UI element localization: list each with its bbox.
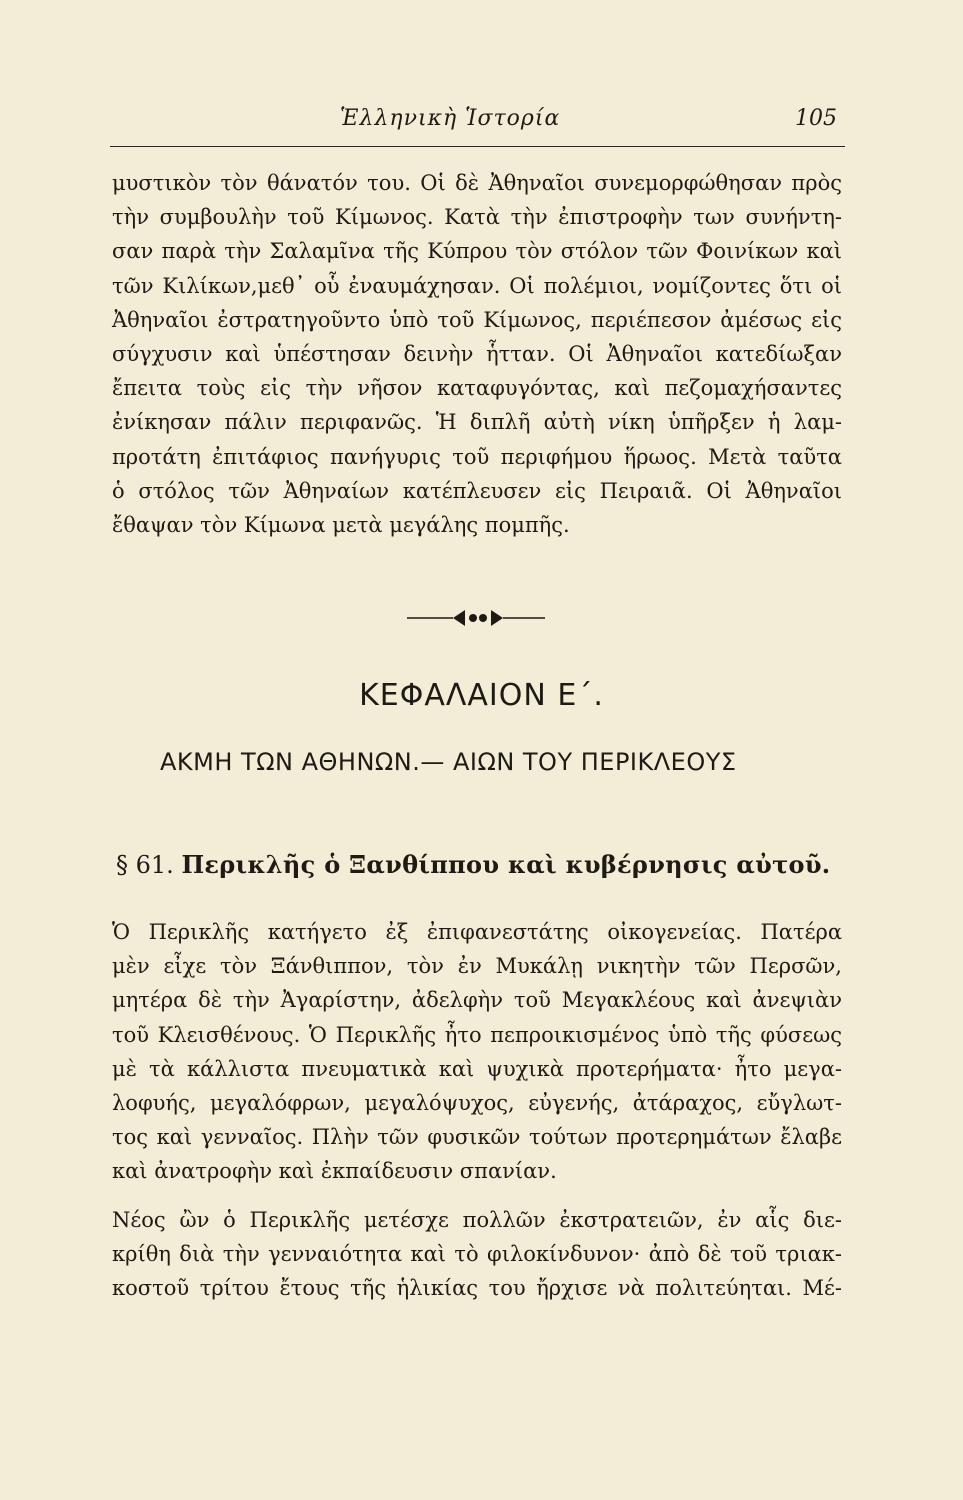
text-line: Νέος ὢν ὁ Περικλῆς μετέσχε πολλῶν ἐκστρατειῶν, ἐν αἷς διε-	[112, 1208, 842, 1232]
text-line: μητέρα δὲ τὴν Ἀγαρίστην, ἀδελφὴν τοῦ Μεγακλέους καὶ ἀνεψιὰν	[112, 988, 842, 1013]
text-line: Ἀθηναῖοι ἐστρατηγοῦντο ὑπὸ τοῦ Κίμωνος, περιέπεσον ἀμέσως εἰς	[112, 307, 842, 332]
section-heading	[116, 850, 846, 879]
text-line: ὁ στόλος τῶν Ἀθηναίων κατέπλευσεν εἰς Πειραιᾶ. Οἱ Ἀθηναῖοι	[112, 478, 842, 503]
header-rule	[110, 146, 845, 147]
text-line: τὴν συμβουλὴν τοῦ Κίμωνος. Κατὰ τὴν ἐπιστροφὴν των συνήντη-	[112, 205, 842, 230]
text-line: ἐνίκησαν πάλιν περιφανῶς. Ἡ διπλῆ αὐτὴ νίκη ὑπῆρξεν ἡ λαμ-	[112, 410, 842, 435]
paragraph	[112, 1203, 842, 1306]
text-line: τῶν Κιλίκων,μεθ᾽ οὗ ἐναυμάχησαν. Οἱ πολέμιοι, νομίζοντες ὅτι οἱ	[112, 273, 842, 298]
text-line: ἔθαψαν τὸν Κίμωνα μετὰ μεγάλης πομπῆς.	[112, 512, 570, 537]
text-line: καὶ ἀνατροφὴν καὶ ἐκπαίδευσιν σπανίαν.	[112, 1159, 557, 1184]
text-line: λοφυής, μεγαλόφρων, μεγαλόψυχος, εὐγενής, ἀτάραχος, εὔγλωτ-	[112, 1090, 842, 1115]
text-line: τοῦ Κλεισθένους. Ὁ Περικλῆς ἦτο πεπροικισμένος ὑπὸ τῆς φύσεως	[112, 1022, 842, 1047]
text-line: προτάτη ἐπιτάφιος πανήγυρις τοῦ περιφήμου ἥρωος. Μετὰ ταῦτα	[112, 444, 842, 469]
text-line: μυστικὸν τὸν θάνατόν του. Οἱ δὲ Ἀθηναῖοι συνεμορφώθησαν πρὸς	[112, 171, 842, 195]
page-header	[110, 102, 845, 142]
text-line: τος καὶ γενναῖος. Πλὴν τῶν φυσικῶν τούτων προτερημάτων ἔλαβε	[112, 1125, 842, 1150]
text-line: μὲν εἶχε τὸν Ξάνθιππον, τὸν ἐν Μυκάλῃ νικητὴν τῶν Περσῶν,	[112, 954, 842, 979]
running-title: Ἑλληνικὴ Ἱστορία	[340, 106, 561, 131]
text-line: κοστοῦ τρίτου ἔτους τῆς ἡλικίας του ἤρχισε νὰ πολιτεύηται. Μέ-	[112, 1276, 842, 1301]
continued-paragraph	[112, 166, 842, 542]
text-line: Ὁ Περικλῆς κατήγετο ἐξ ἐπιφανεστάτης οἰκογενείας. Πατέρα	[112, 920, 842, 944]
text-line: ἔπειτα τοὺς εἰς τὴν νῆσον καταφυγόντας, καὶ πεζομαχήσαντες	[112, 376, 842, 401]
chapter-subtitle: ΑΚΜΗ ΤΩΝ ΑΘΗΝΩΝ.— ΑΙΩΝ ΤΟΥ ΠΕΡΙΚΛΕΟΥΣ	[160, 748, 737, 776]
paragraph	[112, 915, 842, 1189]
section-title: Περικλῆς ὁ Ξανθίππου καὶ κυβέρνησις αὐτοῦ.	[181, 850, 831, 879]
page-number: 105	[795, 106, 837, 131]
text-line: μὲ τὰ κάλλιστα πνευματικὰ καὶ ψυχικὰ προτερήματα· ἦτο μεγα-	[112, 1056, 842, 1081]
text-line: σύγχυσιν καὶ ὑπέστησαν δεινὴν ἧτταν. Οἱ Ἀθηναῖοι κατεδίωξαν	[112, 341, 842, 366]
section-number: § 61.	[116, 851, 174, 879]
text-line: κρίθη διὰ τὴν γενναιότητα καὶ τὸ φιλοκίνδυνον· ἀπὸ δὲ τοῦ τριακ-	[112, 1242, 842, 1267]
section-ornament-icon	[405, 606, 555, 630]
chapter-heading: ΚΕΦΑΛΑΙΟΝ Ε΄.	[359, 678, 604, 713]
text-line: σαν παρὰ τὴν Σαλαμῖνα τῆς Κύπρου τὸν στόλον τῶν Φοινίκων καὶ	[112, 239, 842, 264]
